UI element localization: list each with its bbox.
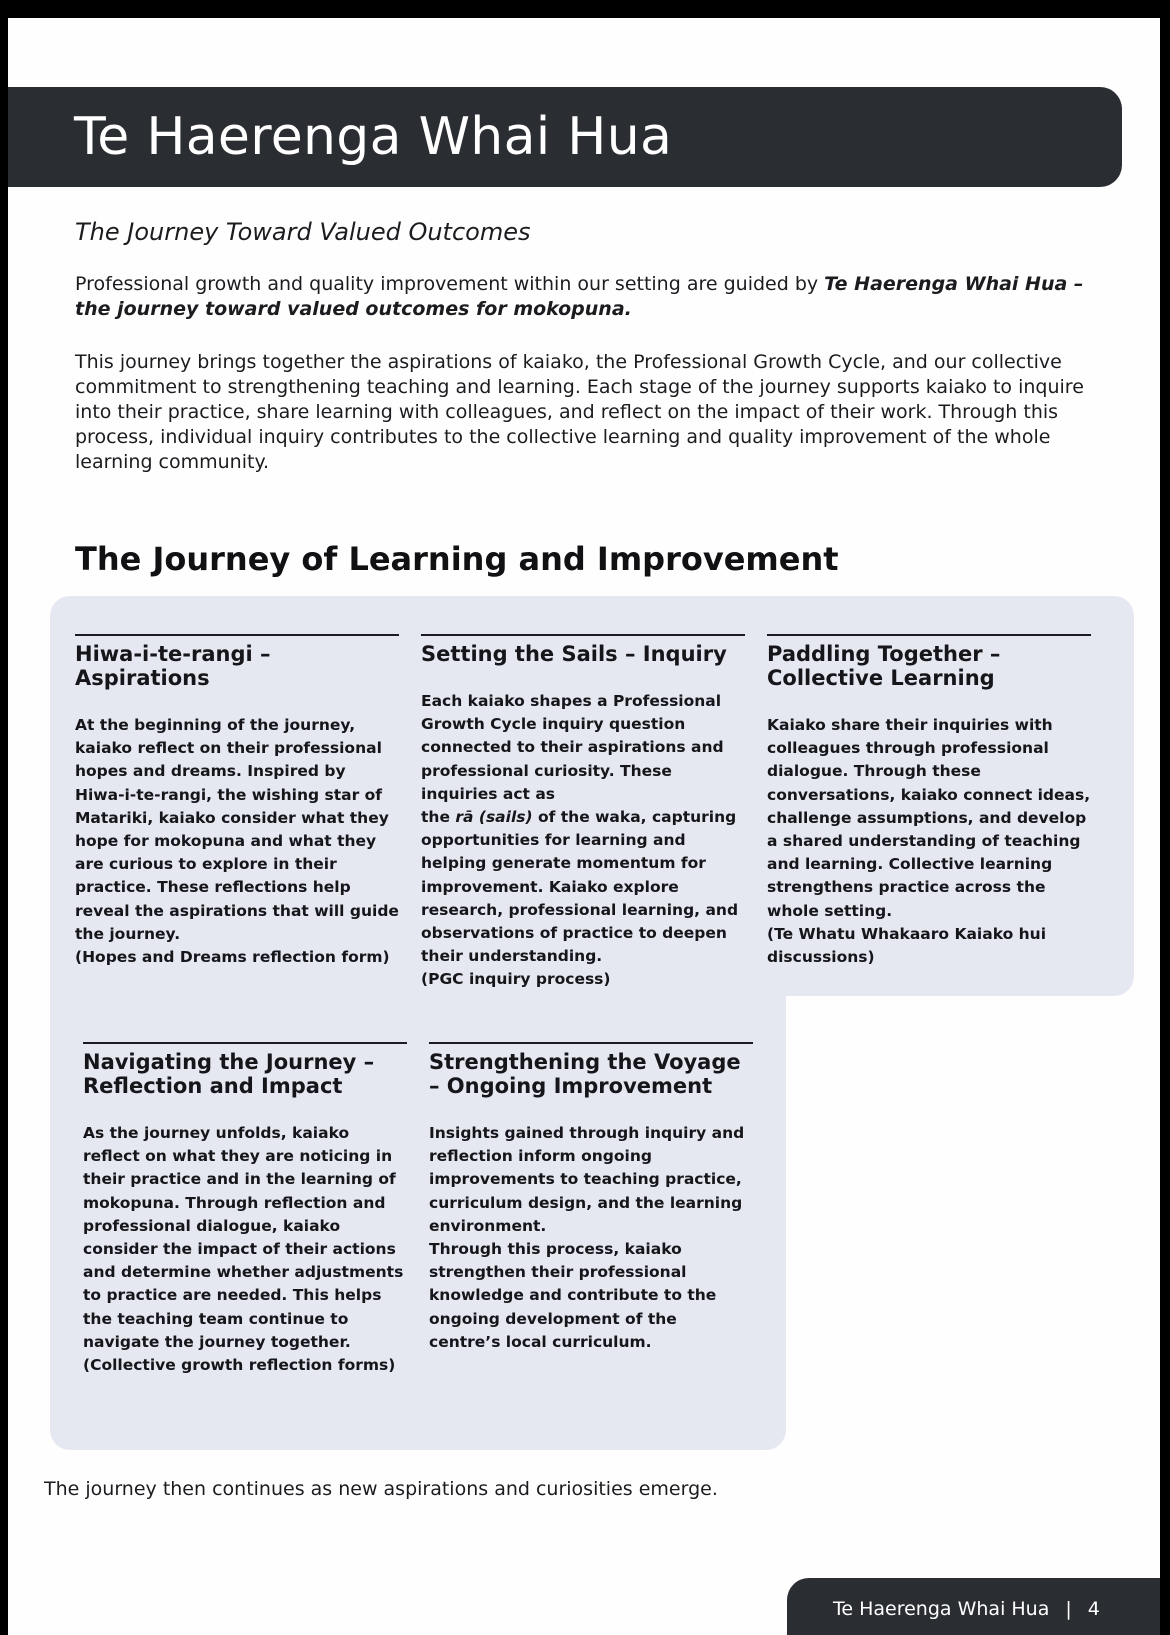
stage-body-text: Kaiako share their inquiries with colleagues through professional dialogue. Through these conversations, kaiako connect ideas, challenge assumptions, and develop a shared understanding of teaching and learning. Collective learning strengthens practice across the whole setting. [767, 716, 1091, 920]
stage-card-reflection [83, 1042, 407, 1377]
stage-card-ongoing-improvement [429, 1042, 753, 1354]
stage-body-text: of the waka, capturing opportunities for learning and helping generate momentum for improvement. Kaiako explore research, professional learning, and observations of practice to deepen their understanding. [421, 808, 739, 966]
intro-paragraph-2: This journey brings together the aspirations of kaiako, the Professional Growth Cycle, and our collective commitment to strengthening teaching and learning. Each stage of the journey supports kaiako to inquire into their practice, share learning with colleagues, and reflect on the impact of their work. Through this process, individual inquiry contributes to the collective learning and quality improvement of the whole learning community. [75, 351, 1084, 473]
stage-title: Strengthening the Voyage – Ongoing Improvement [429, 1050, 741, 1098]
footer-label: Te Haerenga Whai Hua [833, 1598, 1050, 1620]
stage-body-text: At the beginning of the journey, kaiako reflect on their professional hopes and dreams. Inspired by Hiwa-i-te-rangi, the wishing star of Matariki, kaiako consider what they hope for mokopuna and what they are curious to explore in their practice. These reflections help reveal the aspirations that will guide the journey. [75, 716, 399, 943]
stage-body [767, 714, 1091, 969]
stage-body-text: As the journey unfolds, kaiako reflect on what they are noticing in their practice and in the learning of mokopuna. Through reflection and professional dialogue, kaiako consider the impact of their actions and determine whether adjustments to practice are needed. This helps the teaching team continue to navigate the journey together. [83, 1124, 404, 1351]
intro-paragraph-1 [75, 272, 1105, 322]
section-heading: The Journey of Learning and Improvement [75, 540, 839, 578]
stage-title: Navigating the Journey – Reflection and Impact [83, 1050, 375, 1098]
footer-separator: | [1065, 1598, 1072, 1620]
page-subtitle: The Journey Toward Valued Outcomes [75, 218, 531, 246]
stage-card-inquiry [421, 634, 745, 992]
stage-card-collective-learning [767, 634, 1091, 969]
stage-body [75, 714, 399, 969]
intro-text: Professional growth and quality improvement within our setting are guided by [75, 273, 825, 295]
stage-body-text: Insights gained through inquiry and reflection inform ongoing improvements to teaching practice, curriculum design, and the learning environment. [429, 1124, 745, 1235]
stage-source: (Hopes and Dreams reflection form) [75, 948, 390, 967]
stage-body-text: the [421, 808, 456, 827]
stage-body-text: Through this process, kaiako strengthen their professional knowledge and contribute to the ongoing development of the centre’s local curriculum. [429, 1240, 717, 1351]
stage-card-aspirations [75, 634, 399, 969]
panel-cutout [786, 998, 1134, 1458]
page-title: Te Haerenga Whai Hua [74, 107, 673, 167]
page-footer [787, 1578, 1160, 1635]
intro-emphasis: Te Haerenga Whai Hua – the journey toward valued outcomes for mokopuna. [75, 273, 1084, 320]
stage-title: Paddling Together – Collective Learning [767, 642, 1001, 690]
stage-body [421, 690, 745, 992]
stage-source: (Collective growth reflection forms) [83, 1356, 396, 1375]
closing-statement: The journey then continues as new aspirations and curiosities emerge. [44, 1478, 718, 1500]
stage-title: Setting the Sails – Inquiry [421, 642, 727, 666]
stage-body-text: Each kaiako shapes a Professional Growth Cycle inquiry question connected to their aspirations and professional curiosity. These inquiries act as [421, 692, 724, 803]
footer-label-group [833, 1598, 1100, 1620]
title-banner [8, 87, 1122, 187]
stage-body [429, 1122, 753, 1354]
document-page [8, 18, 1160, 1635]
stage-body [83, 1122, 407, 1377]
page-number: 4 [1087, 1598, 1100, 1620]
stage-body-emphasis: rā (sails) [455, 808, 533, 827]
stage-source: (PGC inquiry process) [421, 970, 611, 989]
stage-title: Hiwa-i-te-rangi – Aspirations [75, 642, 271, 690]
stage-source: (Te Whatu Whakaaro Kaiako hui discussions) [767, 924, 1047, 967]
